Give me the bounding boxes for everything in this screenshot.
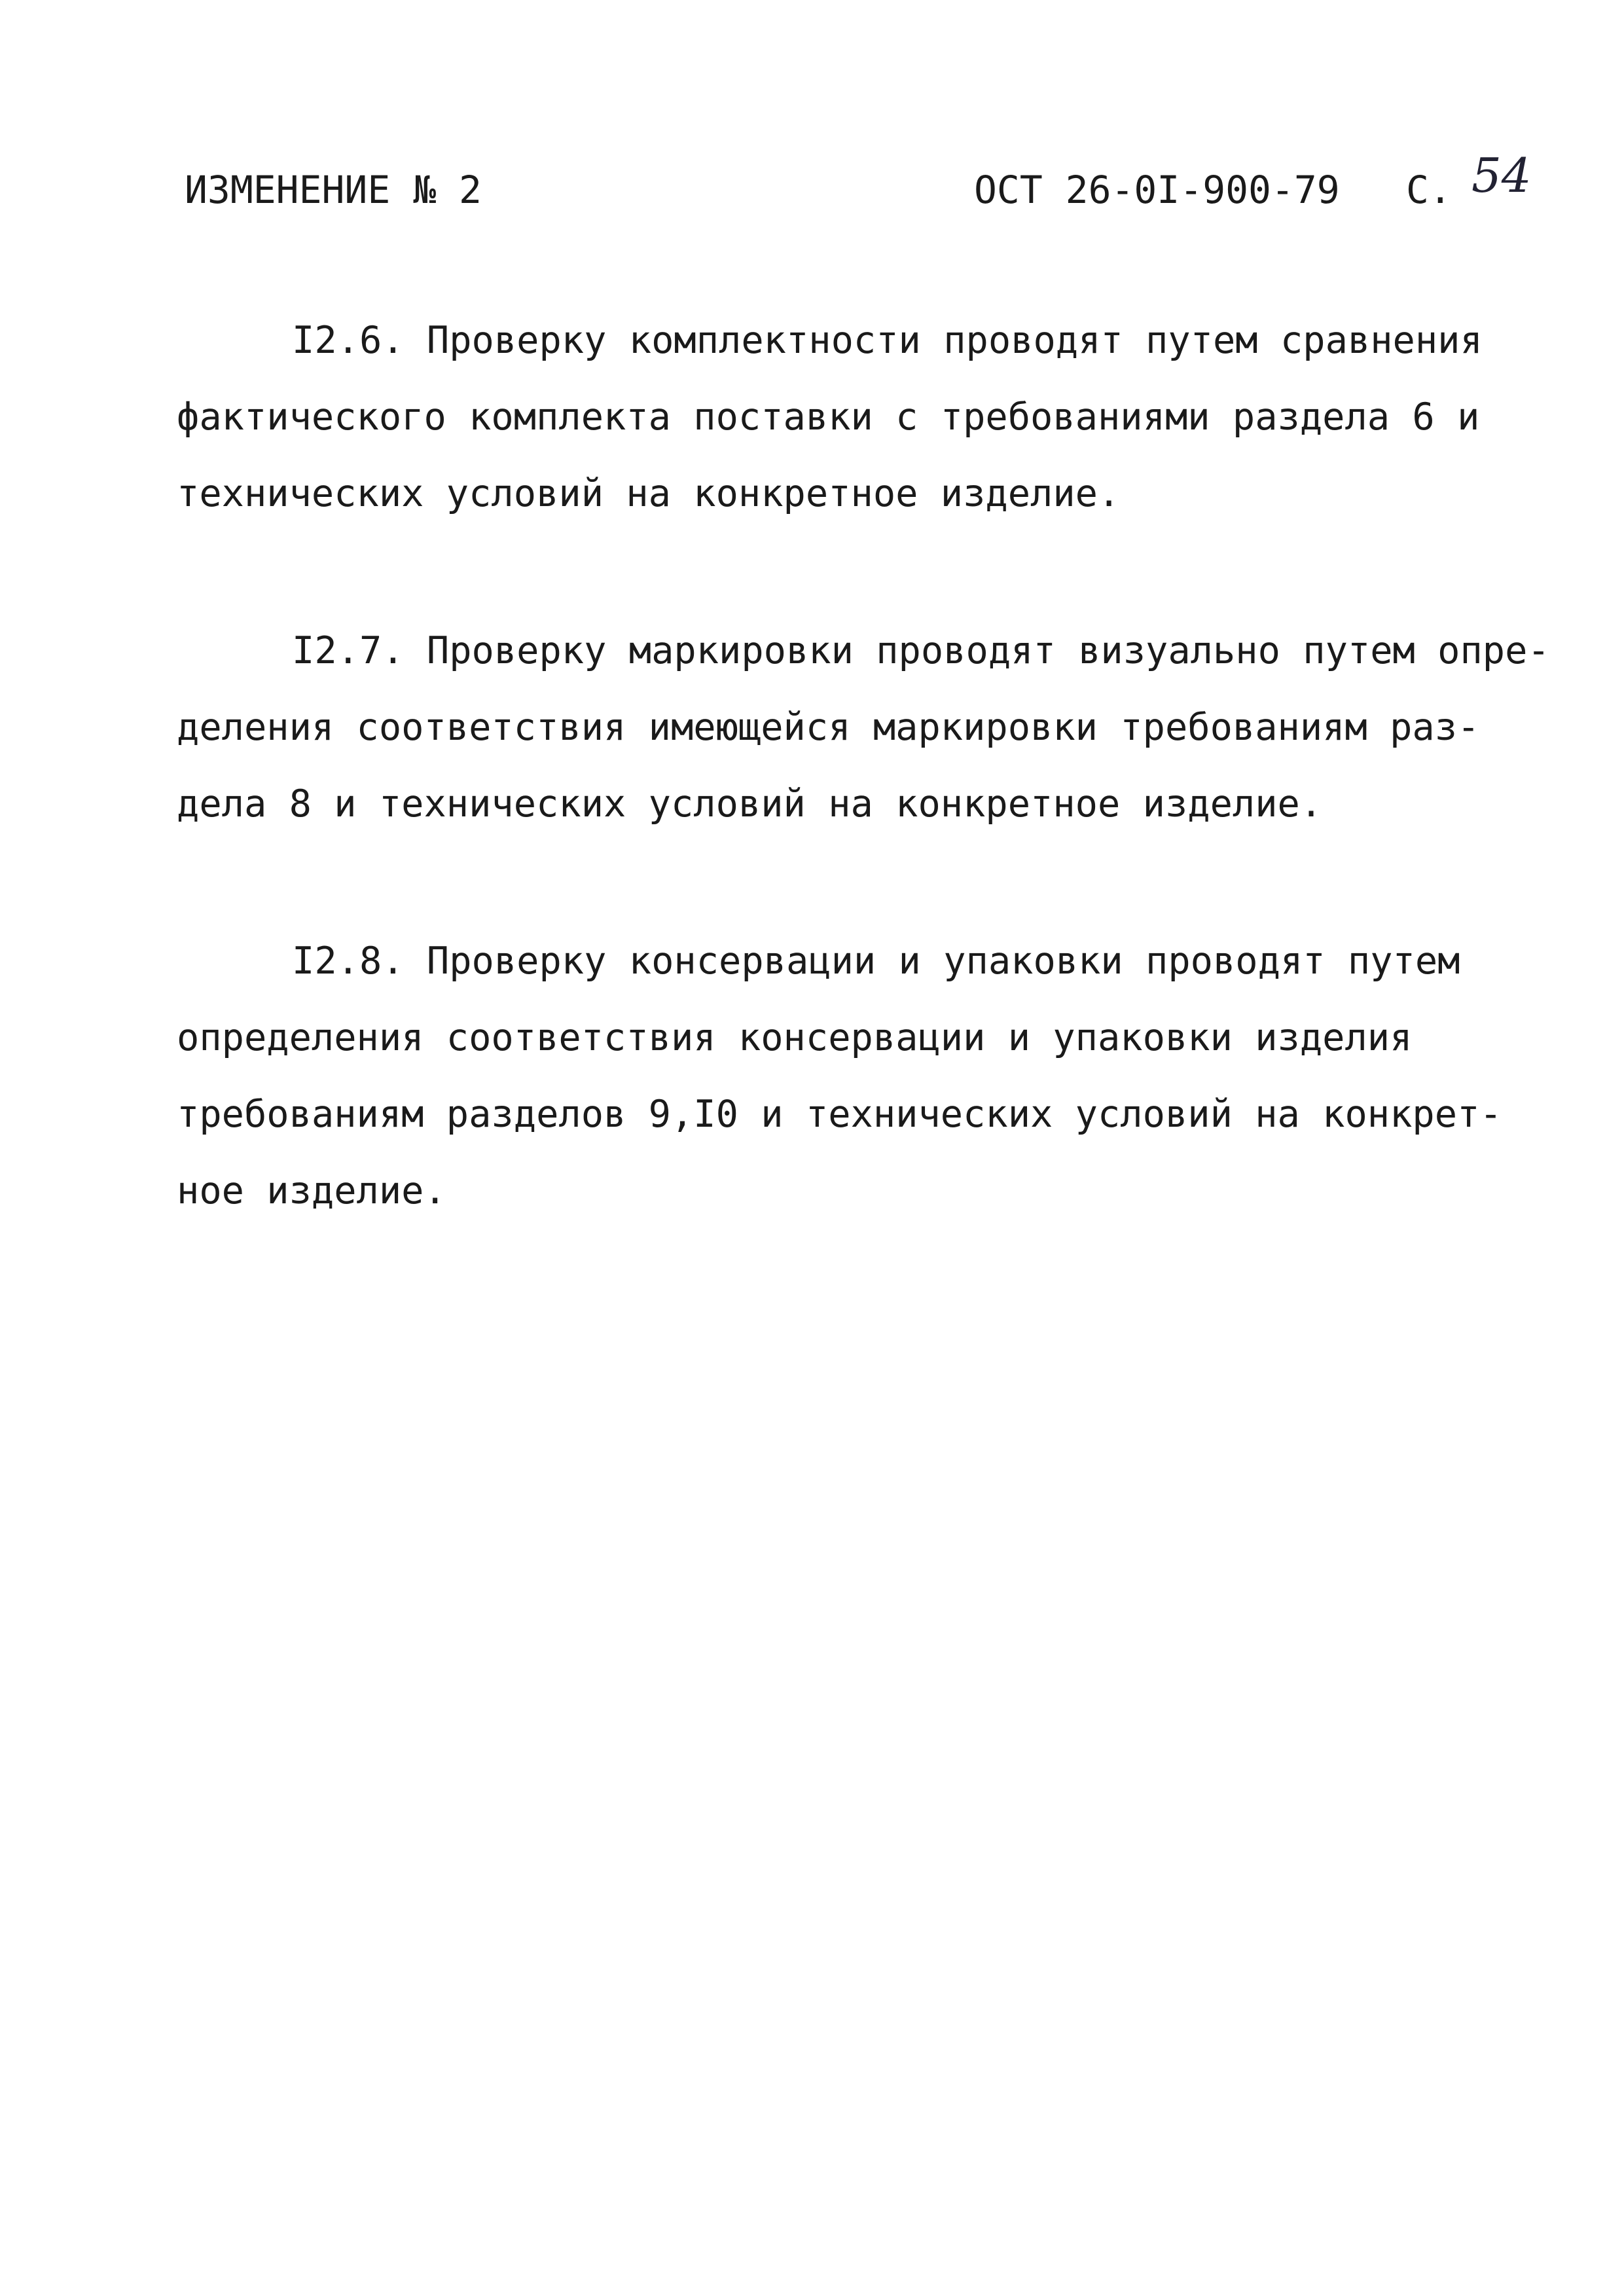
document-body [177, 302, 1578, 1310]
paragraph-12-7 [177, 613, 1578, 843]
paragraph-line: требованиям разделов 9,I0 и технических условий на конкрет- [177, 1093, 1502, 1136]
paragraph-line: I2.8. Проверку консервации и упаковки проводят путем [292, 939, 1460, 983]
paragraph-line: дела 8 и технических условий на конкретное изделие. [177, 782, 1323, 826]
paragraph-line: определения соответствия консервации и упаковки изделия [177, 1016, 1413, 1059]
paragraph-line: ное изделие. [177, 1169, 446, 1212]
page-number-prefix: С. [1406, 168, 1452, 212]
paragraph-12-6 [177, 302, 1578, 532]
paragraph-line: I2.6. Проверку комплектности проводят путем сравнения [292, 319, 1483, 362]
paragraph-line: фактического комплекта поставки с требованиями раздела 6 и [177, 395, 1480, 439]
standard-code: ОСТ 26-0I-900-79 [974, 168, 1340, 212]
handwritten-page-number: 54 [1471, 148, 1532, 203]
page-header [0, 148, 1624, 219]
paragraph-line: деления соответствия имеющейся маркировки требованиям раз- [177, 706, 1480, 749]
paragraph-12-8 [177, 923, 1578, 1230]
change-number-label: ИЗМЕНЕНИЕ № 2 [185, 168, 482, 212]
paragraph-line: технических условий на конкретное изделие. [177, 472, 1121, 515]
paragraph-line: I2.7. Проверку маркировки проводят визуально путем опре- [292, 629, 1550, 672]
